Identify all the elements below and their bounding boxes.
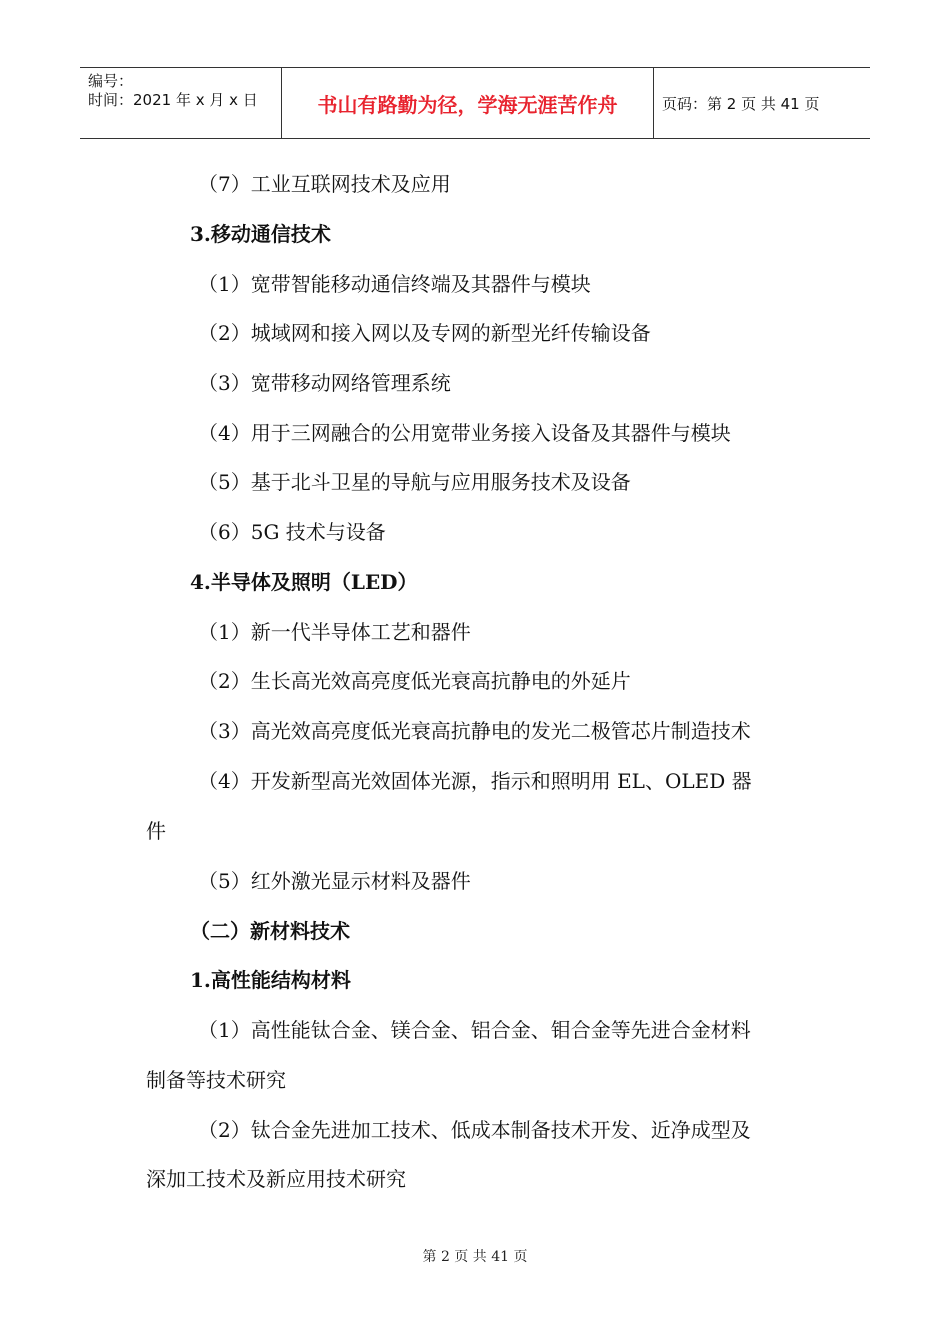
document-number-label: 编号：	[88, 72, 134, 90]
section-heading: 1.高性能结构材料	[190, 968, 351, 992]
list-item: （5）基于北斗卫星的导航与应用服务技术及设备	[198, 470, 631, 494]
page-header	[80, 67, 870, 139]
page-footer: 第 2 页 共 41 页	[422, 1249, 528, 1265]
list-item-continuation: 制备等技术研究	[146, 1068, 286, 1092]
header-page-info: 页码：第 2 页 共 41 页	[662, 94, 820, 113]
list-item: （2）生长高光效高亮度低光衰高抗静电的外延片	[198, 669, 631, 693]
section-heading: 3.移动通信技术	[190, 222, 331, 246]
section-heading: 4.半导体及照明（LED）	[190, 570, 418, 594]
list-item: （1）新一代半导体工艺和器件	[198, 620, 471, 644]
list-item: （3）宽带移动网络管理系统	[198, 371, 451, 395]
list-item: （1）宽带智能移动通信终端及其器件与模块	[198, 272, 591, 296]
list-item: （7）工业互联网技术及应用	[198, 172, 451, 196]
list-item: （2）城域网和接入网以及专网的新型光纤传输设备	[198, 321, 651, 345]
header-motto: 书山有路勤为径，学海无涯苦作舟	[282, 68, 654, 138]
list-item: （2）钛合金先进加工技术、低成本制备技术开发、近净成型及	[198, 1118, 751, 1142]
section-heading: （二）新材料技术	[190, 919, 350, 943]
header-meta	[80, 68, 282, 138]
list-item: （5）红外激光显示材料及器件	[198, 869, 471, 893]
list-item-continuation: 件	[146, 819, 166, 843]
list-item: （1）高性能钛合金、镁合金、铝合金、钼合金等先进合金材料	[198, 1018, 751, 1042]
document-date: 时间：2021 年 x 月 x 日	[88, 91, 258, 109]
list-item: （4）用于三网融合的公用宽带业务接入设备及其器件与模块	[198, 421, 731, 445]
list-item: （6）5G 技术与设备	[198, 520, 386, 544]
list-item: （3）高光效高亮度低光衰高抗静电的发光二极管芯片制造技术	[198, 719, 751, 743]
list-item-continuation: 深加工技术及新应用技术研究	[146, 1167, 406, 1191]
list-item: （4）开发新型高光效固体光源，指示和照明用 EL、OLED 器	[198, 769, 752, 793]
